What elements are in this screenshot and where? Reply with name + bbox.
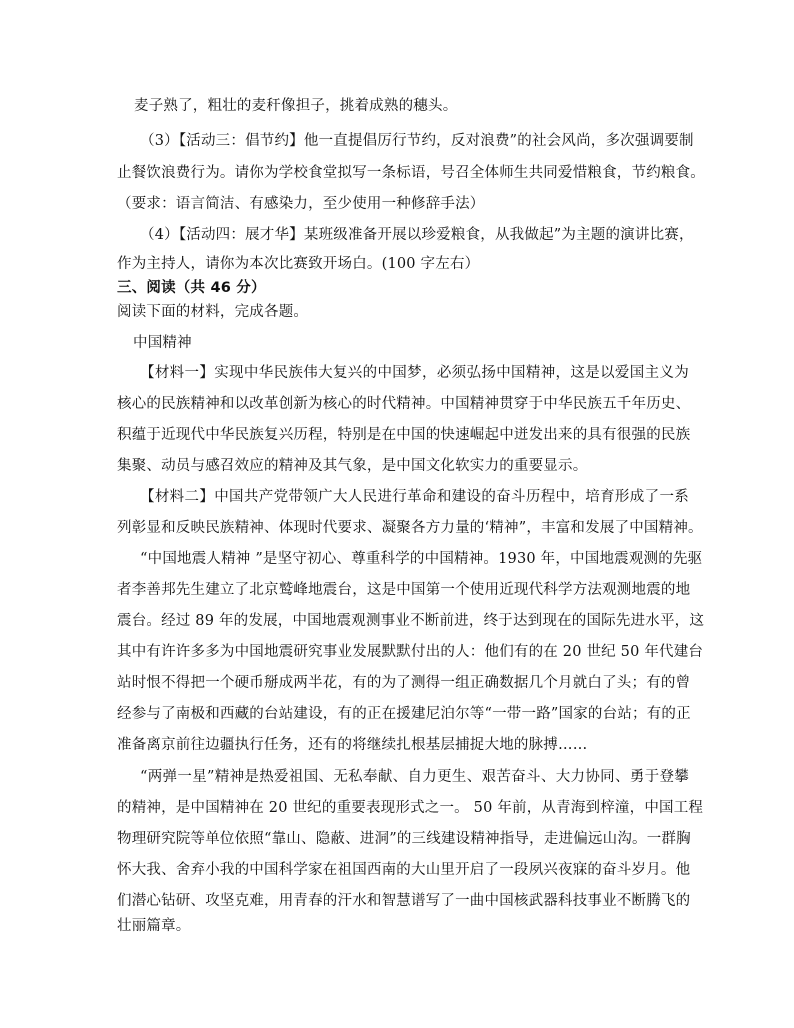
text-line: 震台。经过 89 年的发展，中国地震观测事业不断前进，终于达到现在的国际先进水平，这 xyxy=(117,613,705,629)
text-line: 其中有许许多多为中国地震研究事业发展默默付出的人：他们有的在 20 世纪 50 年代建台 xyxy=(117,644,704,660)
text-line: 壮丽篇章。 xyxy=(117,918,191,934)
text-line: 物理研究院等单位依照“靠山、隐蔽、进洞”的三线建设精神指导，走进偏远山沟。一群胸 xyxy=(117,831,691,847)
text-line: 们潜心钻研、攻坚克难，用青春的汗水和智慧谱写了一曲中国核武器科技事业不断腾飞的 xyxy=(117,893,691,909)
text-line: （要求：语言简洁、有感染力，至少使用一种修辞手法） xyxy=(117,196,485,212)
text-line: 集聚、动员与感召效应的精神及其气象，是中国文化软实力的重要显示。 xyxy=(117,458,588,474)
text-line: “两弹一星”精神是热爱祖国、无私奉献、自力更生、艰苦奋斗、大力协同、勇于登攀 xyxy=(140,769,689,785)
text-line: 止餐饮浪费行为。请你为学校食堂拟写一条标语，号召全体师生共同爱惜粮食，节约粮食。 xyxy=(117,165,705,181)
text-line: （4）【活动四：展才华】某班级准备开展以珍爱粮食，从我做起”为主题的演讲比赛， xyxy=(140,227,694,243)
text-line: （3）【活动三：倡节约】他一直提倡厉行节约，反对浪费”的社会风尚，多次强调要制 xyxy=(140,133,694,149)
text-line: 的精神，是中国精神在 20 世纪的重要表现形式之一。 50 年前，从青海到梓潼，中国工程 xyxy=(117,800,704,816)
text-line: 【材料二】中国共产党带领广大人民进行革命和建设的奋斗历程中，培育形成了一系 xyxy=(140,489,689,505)
text-line: 准备离京前往边疆执行任务，还有的将继续扎根基层捕捉大地的脉搏…… xyxy=(117,737,588,753)
instruction-text: 阅读下面的材料，完成各题。 xyxy=(117,304,309,320)
text-line: 列彰显和反映民族精神、体现时代要求、凝聚各方力量的‘精神”，丰富和发展了中国精神。 xyxy=(117,520,703,536)
article-title: 中国精神 xyxy=(133,335,192,351)
text-line: 怀大我、舍弃小我的中国科学家在祖国西南的大山里开启了一段夙兴夜寐的奋斗岁月。他 xyxy=(117,862,691,878)
text-line: 【材料一】实现中华民族伟大复兴的中国梦，必须弘扬中国精神，这是以爱国主义为 xyxy=(140,365,689,381)
text-line: 经参与了南极和西藏的台站建设，有的正在援建尼泊尔等“一带一路”国家的台站；有的正 xyxy=(117,706,691,722)
text-line: 积蕴于近现代中华民族复兴历程，特别是在中国的快速崛起中迸发出来的具有很强的民族 xyxy=(117,427,691,443)
text-line: 麦子熟了，粗壮的麦秆像担子，挑着成熟的穗头。 xyxy=(134,98,458,114)
section-title: 三、阅读（共 46 分） xyxy=(117,280,266,296)
text-line: 作为主持人，请你为本次比赛致开场白。(100 字左右） xyxy=(117,256,480,272)
text-line: “中国地震人精神 ”是坚守初心、尊重科学的中国精神。1930 年，中国地震观测的先驱 xyxy=(140,551,703,567)
text-line: 站时恨不得把一个硬币掰成两半花，有的为了测得一组正确数据几个月就白了头；有的曾 xyxy=(117,675,691,691)
text-line: 者李善邦先生建立了北京鹫峰地震台，这是中国第一个使用近现代科学方法观测地震的地 xyxy=(117,582,691,598)
text-line: 核心的民族精神和以改革创新为核心的时代精神。中国精神贯穿于中华民族五千年历史、 xyxy=(117,396,691,412)
